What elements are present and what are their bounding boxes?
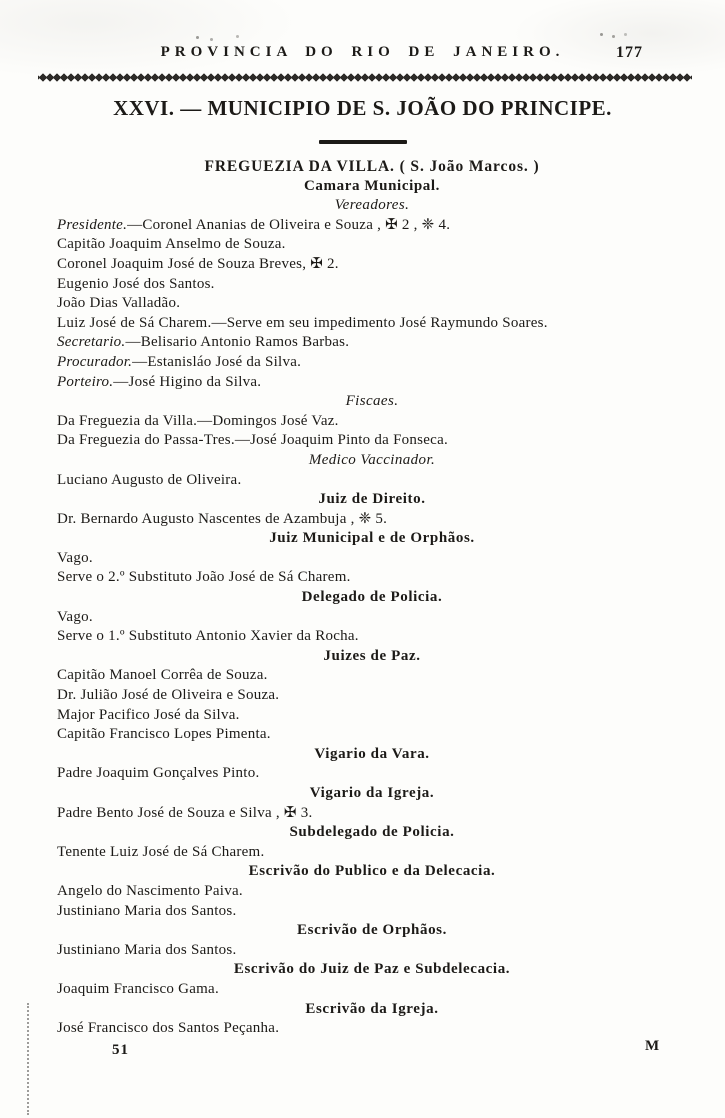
- entry-line: Eugenio José dos Santos.: [57, 275, 215, 292]
- office-heading: Delegado de Policia.: [301, 589, 443, 606]
- entry-lead-label: Presidente.: [57, 216, 128, 233]
- entry-line: Porteiro.—José Higino da Silva.: [57, 373, 262, 390]
- entry-line: Major Pacifico José da Silva.: [57, 706, 240, 723]
- entry-line: Angelo do Nascimento Paiva.: [57, 882, 243, 899]
- office-heading: Escrivão do Juiz de Paz e Subdelecacia.: [233, 961, 511, 978]
- office-heading: Juizes de Paz.: [323, 647, 421, 664]
- entry-line: Justiniano Maria dos Santos.: [57, 941, 237, 958]
- section-title: XXVI. — MUNICIPIO DE S. JOÃO DO PRINCIPE.: [113, 96, 612, 120]
- zigzag-rule: [38, 73, 692, 82]
- entry-line: Serve o 1.º Substituto Antonio Xavier da Rocha.: [57, 628, 359, 645]
- office-heading: Vigario da Igreja.: [309, 785, 435, 801]
- title-rule: [319, 140, 407, 144]
- entry-line: José Francisco dos Santos Peçanha.: [57, 1020, 280, 1037]
- role-heading: Fiscaes.: [345, 393, 399, 410]
- entry-line: Procurador.—Estanisláo José da Silva.: [57, 353, 302, 370]
- entry-line: Secretario.—Belisario Antonio Ramos Barbas.: [57, 334, 350, 351]
- entry-lead-label: Secretario.: [57, 334, 126, 351]
- office-heading: Escrivão de Orphãos.: [297, 922, 447, 939]
- entry-line: Coronel Joaquim José de Souza Breves, ✠ 2.: [57, 255, 339, 272]
- office-heading: Juiz Municipal e de Orphãos.: [269, 530, 475, 547]
- entry-line: Da Freguezia da Villa.—Domingos José Vaz.: [57, 412, 339, 429]
- entry-line: Joaquim Francisco Gama.: [57, 980, 219, 997]
- entry-line: Serve o 2.º Substituto João José de Sá Charem.: [57, 569, 351, 586]
- office-heading: Vigario da Vara.: [314, 745, 430, 762]
- entry-line: Presidente.—Coronel Ananias de Oliveira e Souza , ✠ 2 , ❈ 4.: [57, 216, 451, 233]
- entry-line: Padre Bento José de Souza e Silva , ✠ 3.: [57, 804, 313, 821]
- entry-line: Vago.: [57, 608, 93, 625]
- entry-line: Da Freguezia do Passa-Tres.—José Joaquim Pinto da Fonseca.: [57, 432, 448, 449]
- role-heading: Medico Vaccinador.: [308, 451, 436, 468]
- document-lines: [57, 157, 687, 1039]
- entry-line: Vago.: [57, 549, 93, 566]
- scan-noise: [600, 33, 603, 36]
- entry-line: Luciano Augusto de Oliveira.: [57, 471, 242, 488]
- scan-artifact: [27, 1003, 29, 1115]
- entry-line: Dr. Julião José de Oliveira e Souza.: [57, 687, 280, 704]
- entry-line: João Dias Valladão.: [57, 295, 181, 312]
- running-header-title: PROVINCIA DO RIO DE JANEIRO.: [160, 44, 565, 60]
- role-heading: Vereadores.: [334, 197, 410, 214]
- office-heading: Camara Municipal.: [303, 177, 441, 194]
- running-header: [60, 44, 665, 61]
- entry-line: Capitão Joaquim Anselmo de Souza.: [57, 236, 286, 253]
- scan-noise: [196, 36, 199, 39]
- signature-mark: 51: [112, 1042, 129, 1058]
- entry-line: Padre Joaquim Gonçalves Pinto.: [57, 765, 260, 782]
- freguezia-heading: FREGUEZIA DA VILLA. ( S. João Marcos. ): [204, 158, 540, 175]
- entry-line: Justiniano Maria dos Santos.: [57, 902, 237, 919]
- catchword: M: [645, 1038, 660, 1054]
- entry-line: Capitão Francisco Lopes Pimenta.: [57, 726, 271, 743]
- office-heading: Escrivão do Publico e da Delecacia.: [248, 863, 496, 880]
- entry-line: Capitão Manoel Corrêa de Souza.: [57, 667, 268, 684]
- entry-line: Dr. Bernardo Augusto Nascentes de Azambuja , ❈ 5.: [57, 510, 388, 527]
- entry-lead-label: Procurador.: [57, 353, 133, 370]
- entry-line: Luiz José de Sá Charem.—Serve em seu impedimento José Raymundo Soares.: [57, 314, 548, 331]
- entry-line: Tenente Luiz José de Sá Charem.: [57, 843, 265, 860]
- office-heading: Escrivão da Igreja.: [305, 1000, 439, 1017]
- office-heading: Subdelegado de Policia.: [289, 824, 455, 841]
- page-number: 177: [616, 44, 643, 61]
- entry-lead-label: Porteiro.: [57, 373, 114, 390]
- office-heading: Juiz de Direito.: [318, 491, 426, 508]
